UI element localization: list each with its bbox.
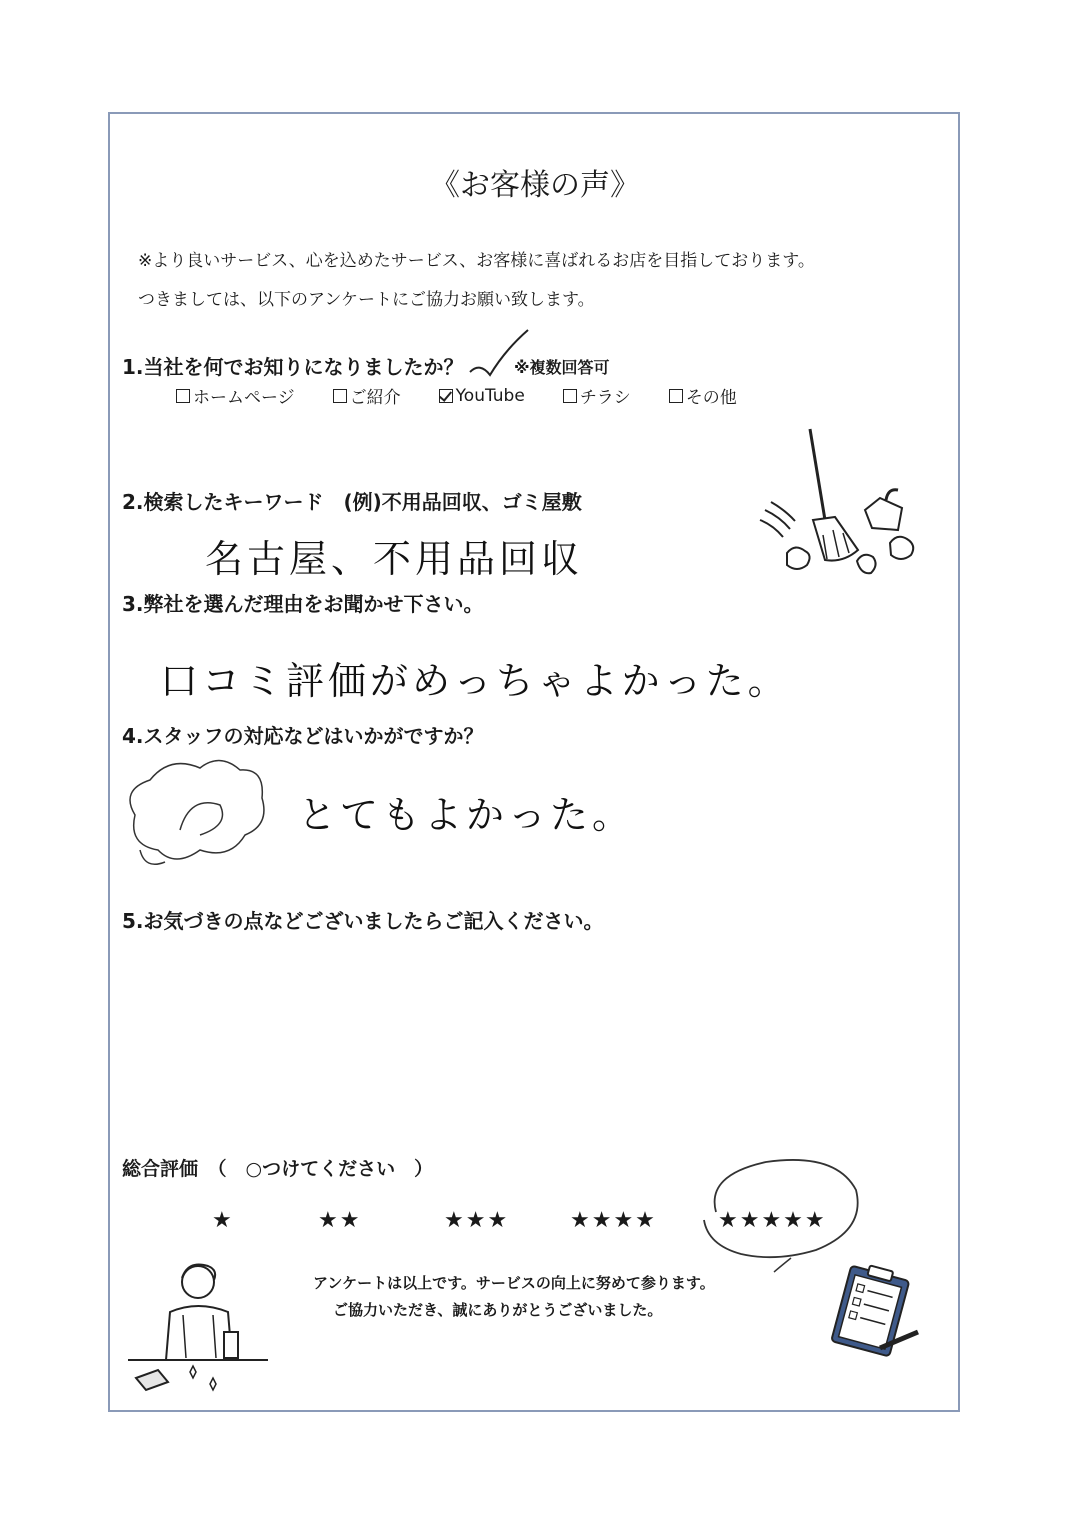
question-4-label: 4.スタッフの対応などはいかがですか？ [122, 724, 484, 748]
checkbox[interactable] [176, 389, 190, 403]
rating-5-stars[interactable]: ★★★★★ [718, 1208, 827, 1233]
question-2-label: 2.検索したキーワード (例)不用品回収、ゴミ屋敷 [122, 490, 582, 514]
option-youtube[interactable]: YouTube [439, 383, 525, 408]
option-flyer[interactable]: チラシ [563, 383, 631, 408]
option-other[interactable]: その他 [669, 383, 737, 408]
staff-cleaning-illustration [128, 1260, 273, 1395]
closing-line-1: アンケートは以上です。サービスの向上に努めて参ります。 [313, 1274, 715, 1292]
question-3-label: 3.弊社を選んだ理由をお聞かせ下さい。 [122, 592, 484, 616]
closing-line-2: ご協力いただき、誠にありがとうございました。 [333, 1301, 663, 1319]
question-2-answer[interactable]: 名古屋、不用品回収 [205, 537, 584, 581]
question-5-label: 5.お気づきの点などございましたらご記入ください。 [122, 909, 604, 933]
dustpan-icon [860, 480, 920, 540]
option-homepage[interactable]: ホームページ [176, 383, 295, 408]
circle-scribble [696, 1150, 866, 1280]
rating-3-stars[interactable]: ★★★ [444, 1208, 510, 1233]
rating-4-stars[interactable]: ★★★★ [570, 1208, 657, 1233]
page-title: 《お客様の声》 [430, 168, 640, 203]
question-1-label: 1.当社を何でお知りになりましたか？ [122, 355, 464, 379]
question-1-options [176, 383, 775, 408]
checkbox-checked[interactable] [439, 389, 453, 403]
rating-2-stars[interactable]: ★★ [318, 1208, 362, 1233]
question-4-answer[interactable]: とてもよかった。 [298, 793, 635, 837]
checkbox[interactable] [333, 389, 347, 403]
intro-line-2: つきましては、以下のアンケートにご協力お願い致します。 [138, 290, 595, 310]
checkbox[interactable] [669, 389, 683, 403]
option-referral[interactable]: ご紹介 [333, 383, 401, 408]
hand-drawn-doodle [120, 750, 280, 880]
clipboard-icon [820, 1262, 925, 1362]
intro-line-1: ※より良いサービス、心を込めたサービス、お客様に喜ばれるお店を目指しております。 [138, 251, 815, 271]
question-1-note: ※複数回答可 [514, 358, 610, 377]
rating-title: 総合評価 （ ○つけてください ） [122, 1158, 434, 1180]
rating-1-star[interactable]: ★ [212, 1208, 234, 1233]
checkbox[interactable] [563, 389, 577, 403]
question-3-answer[interactable]: 口コミ評価がめっちゃよかった。 [160, 659, 790, 703]
